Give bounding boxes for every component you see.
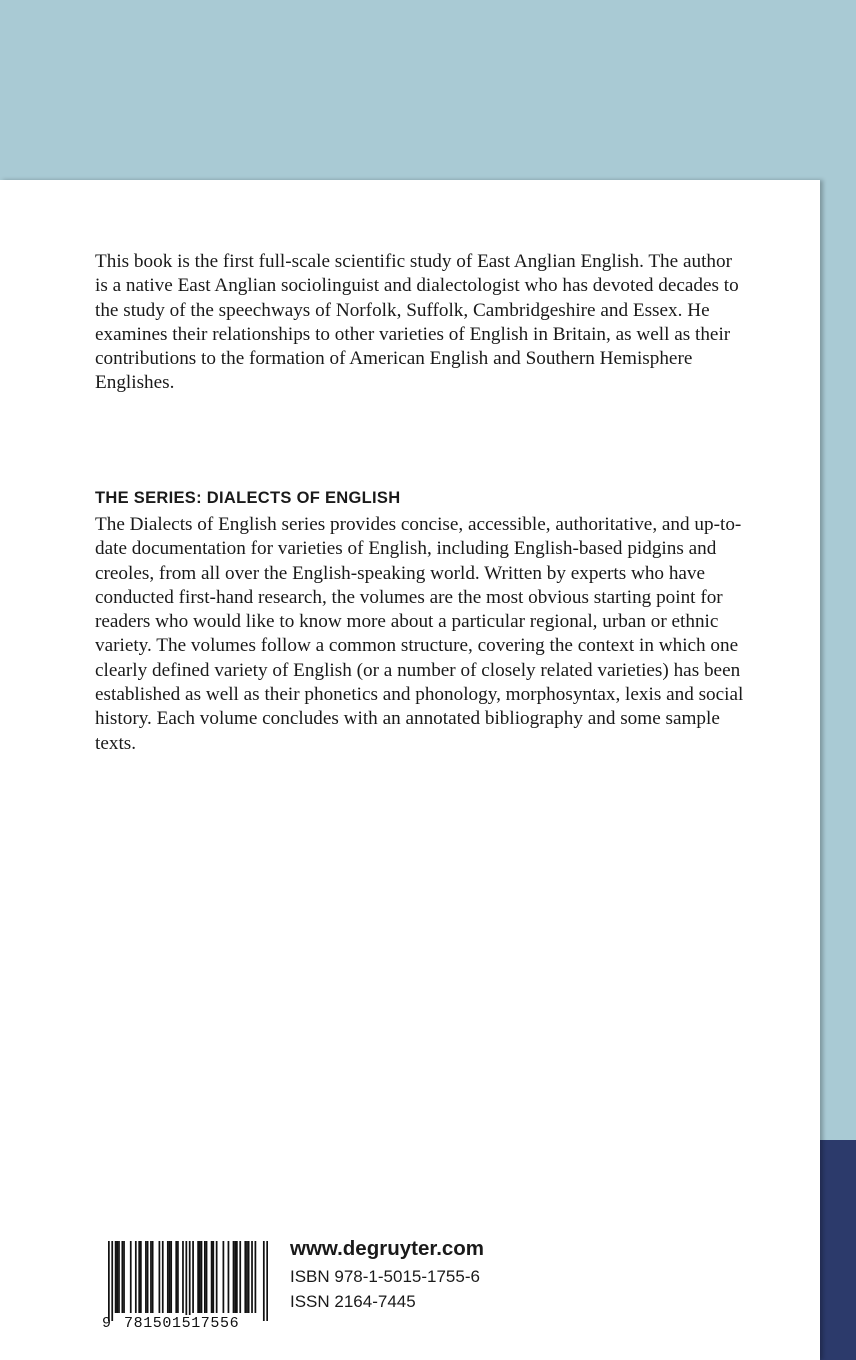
barcode-bar: [175, 1241, 177, 1313]
barcode-bar: [123, 1241, 125, 1313]
barcode-bar: [116, 1241, 118, 1313]
barcode-bar: [177, 1241, 179, 1313]
barcode-bar: [204, 1241, 206, 1313]
barcode-bar: [251, 1241, 253, 1313]
barcode-bar: [167, 1241, 169, 1313]
barcode-bar: [169, 1241, 171, 1313]
barcode-bar: [138, 1241, 140, 1313]
barcode-bar: [147, 1241, 149, 1313]
barcode-bar: [192, 1241, 194, 1313]
barcode-bar: [244, 1241, 246, 1313]
barcode-bar: [170, 1241, 172, 1313]
barcode-bar: [248, 1241, 250, 1313]
barcode-bar: [108, 1241, 110, 1321]
barcode-bar: [234, 1241, 236, 1313]
isbn-barcode: [102, 1241, 268, 1337]
barcode-bar: [152, 1241, 154, 1313]
barcode-bar: [255, 1241, 257, 1313]
barcode-bars: [108, 1241, 268, 1321]
barcode-bar: [211, 1241, 213, 1313]
barcode-bar: [150, 1241, 152, 1313]
barcode-bar: [233, 1241, 235, 1313]
barcode-bar: [121, 1241, 123, 1313]
barcode-bar: [199, 1241, 201, 1313]
book-blurb: This book is the first full-scale scientific study of East Anglian English. The author is a native East Anglian sociolinguist and dialectologist who has devoted decades to the study of the speechways of Norfolk, Suffolk, Cambridgeshire and Essex. He examines their relationships to other varieties of English in Britain, as well as their contributions to the formation of American English and Southern Hemisphere Englishes.: [95, 251, 739, 394]
barcode-bar: [201, 1241, 203, 1313]
barcode-bar: [145, 1241, 147, 1313]
publisher-url[interactable]: www.degruyter.com: [290, 1237, 485, 1260]
barcode-bar: [182, 1241, 184, 1313]
side-strip-dark: [820, 1140, 856, 1360]
barcode-bar: [140, 1241, 142, 1313]
barcode-bar: [130, 1241, 132, 1313]
barcode-bar: [197, 1241, 199, 1313]
barcode-bar: [236, 1241, 238, 1313]
barcode-bar: [135, 1241, 137, 1313]
barcode-bar: [266, 1241, 268, 1321]
barcode-bar: [118, 1241, 120, 1313]
barcode-bar: [263, 1241, 265, 1321]
barcode-lead-digit: 9: [102, 1315, 112, 1332]
barcode-bar: [228, 1241, 230, 1313]
barcode-bar: [246, 1241, 248, 1313]
issn-number: ISSN 2164-7445: [290, 1292, 416, 1311]
barcode-bar: [216, 1241, 218, 1313]
top-color-band: [0, 0, 856, 180]
barcode-bar: [206, 1241, 208, 1313]
barcode-bar: [223, 1241, 225, 1313]
series-description: The Dialects of English series provides concise, accessible, authoritative, and up-to-date documentation for varieties of English, including English-based pidgins and creoles, from all over the English-speaking world. Written by experts who have conducted first-hand research, the volumes are the most obvious starting point for readers who would like to know more about a particular regional, urban or ethnic variety. The volumes follow a common structure, covering the context in which one clearly defined variety of English (or a number of closely related varieties) has been established as well as their phonetics and phonology, morphosyntax, lexis and social history. Each volume concludes with an annotated bibliography and some sample texts.: [95, 514, 744, 754]
publisher-info: [290, 1236, 484, 1314]
barcode-bar: [212, 1241, 214, 1313]
isbn-number: ISBN 978-1-5015-1755-6: [290, 1267, 480, 1286]
barcode-number: 781501517556: [124, 1315, 240, 1332]
side-strip-light: [820, 180, 856, 1140]
barcode-bar: [239, 1241, 241, 1313]
series-heading: THE SERIES: DIALECTS OF ENGLISH: [95, 489, 401, 507]
barcode-bar: [115, 1241, 117, 1313]
barcode-bar: [159, 1241, 161, 1313]
barcode-bar: [111, 1241, 113, 1321]
text-panel: [0, 180, 820, 1360]
barcode-bar: [162, 1241, 164, 1313]
barcode-bar: [185, 1241, 187, 1321]
barcode-bar: [189, 1241, 191, 1321]
